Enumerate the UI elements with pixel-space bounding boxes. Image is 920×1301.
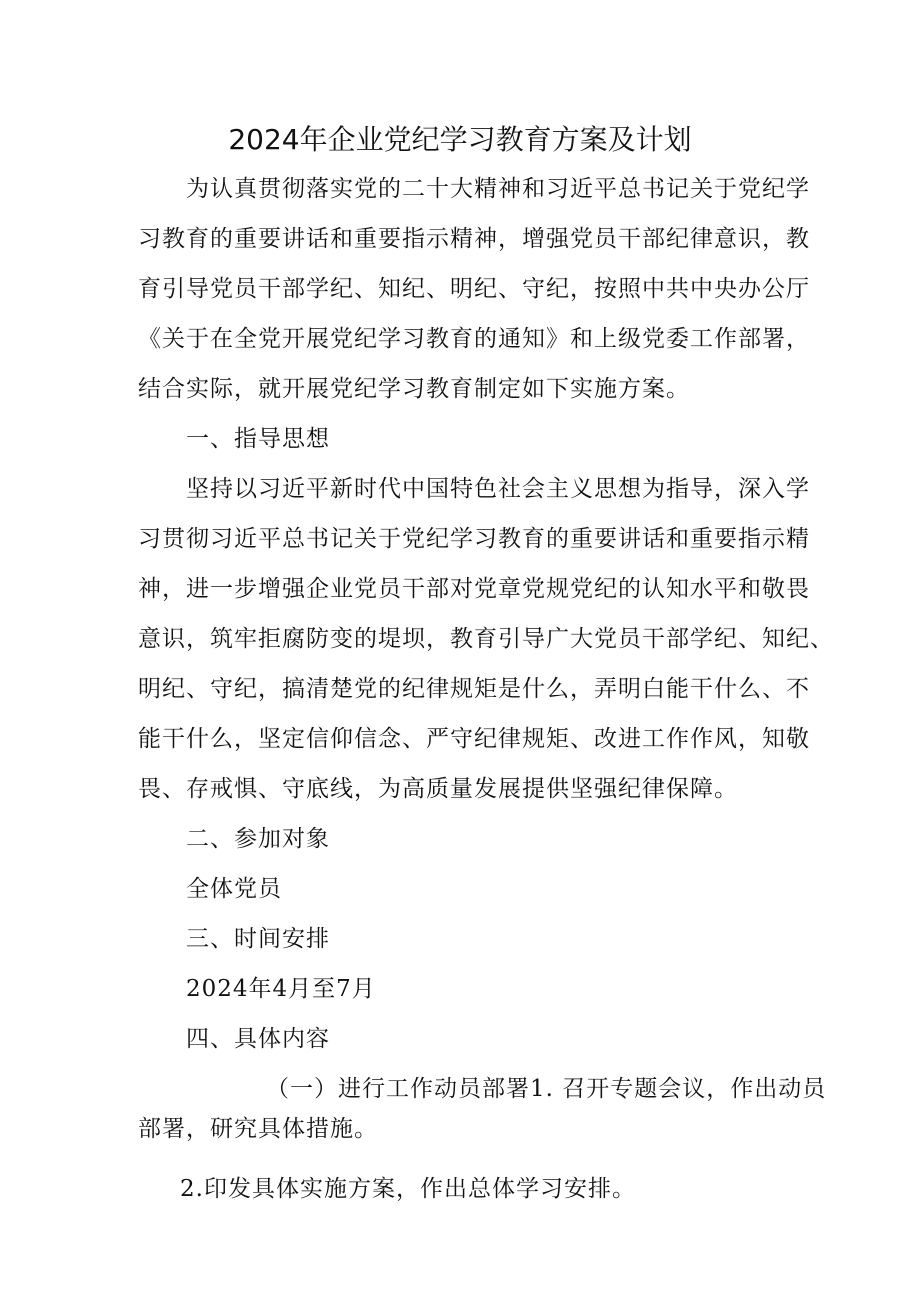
document-title: 2024年企业党纪学习教育方案及计划 [228, 123, 692, 156]
section-heading-specific-content: 四、具体内容 [186, 1026, 330, 1052]
section-heading-guiding-ideology: 一、指导思想 [186, 426, 330, 452]
intro-line: 习教育的重要讲话和重要指示精神，增强党员干部纪律意识，教 [138, 226, 810, 252]
participants-content: 全体党员 [186, 876, 282, 902]
paragraph-line: 能干什么，坚定信仰信念、严守纪律规矩、改进工作作风，知敬 [138, 726, 810, 752]
paragraph-line: 意识，筑牢拒腐防变的堤坝，教育引导广大党员干部学纪、知纪、 [138, 626, 834, 652]
schedule-content: 2024年4月至7月 [186, 976, 376, 1002]
section-heading-participants: 二、参加对象 [186, 826, 330, 852]
item-line: 2.印发具体实施方案，作出总体学习安排。 [180, 1176, 636, 1202]
item-line: （一）进行工作动员部署1. 召开专题会议，作出动员 [266, 1076, 827, 1102]
paragraph-line: 坚持以习近平新时代中国特色社会主义思想为指导，深入学 [186, 476, 810, 502]
intro-line: 结合实际，就开展党纪学习教育制定如下实施方案。 [138, 376, 690, 402]
paragraph-line: 明纪、守纪，搞清楚党的纪律规矩是什么，弄明白能干什么、不 [138, 676, 810, 702]
paragraph-line: 习贯彻习近平总书记关于党纪学习教育的重要讲话和重要指示精 [138, 526, 810, 552]
intro-line: 《关于在全党开展党纪学习教育的通知》和上级党委工作部署， [138, 326, 810, 352]
paragraph-line: 神，进一步增强企业党员干部对党章党规党纪的认知水平和敬畏 [138, 576, 810, 602]
intro-line: 育引导党员干部学纪、知纪、明纪、守纪，按照中共中央办公厅 [138, 276, 810, 302]
paragraph-line: 畏、存戒惧、守底线，为高质量发展提供坚强纪律保障。 [138, 776, 738, 802]
intro-line: 为认真贯彻落实党的二十大精神和习近平总书记关于党纪学 [186, 176, 810, 202]
item-line: 部署，研究具体措施。 [138, 1116, 378, 1142]
section-heading-schedule: 三、时间安排 [186, 926, 330, 952]
